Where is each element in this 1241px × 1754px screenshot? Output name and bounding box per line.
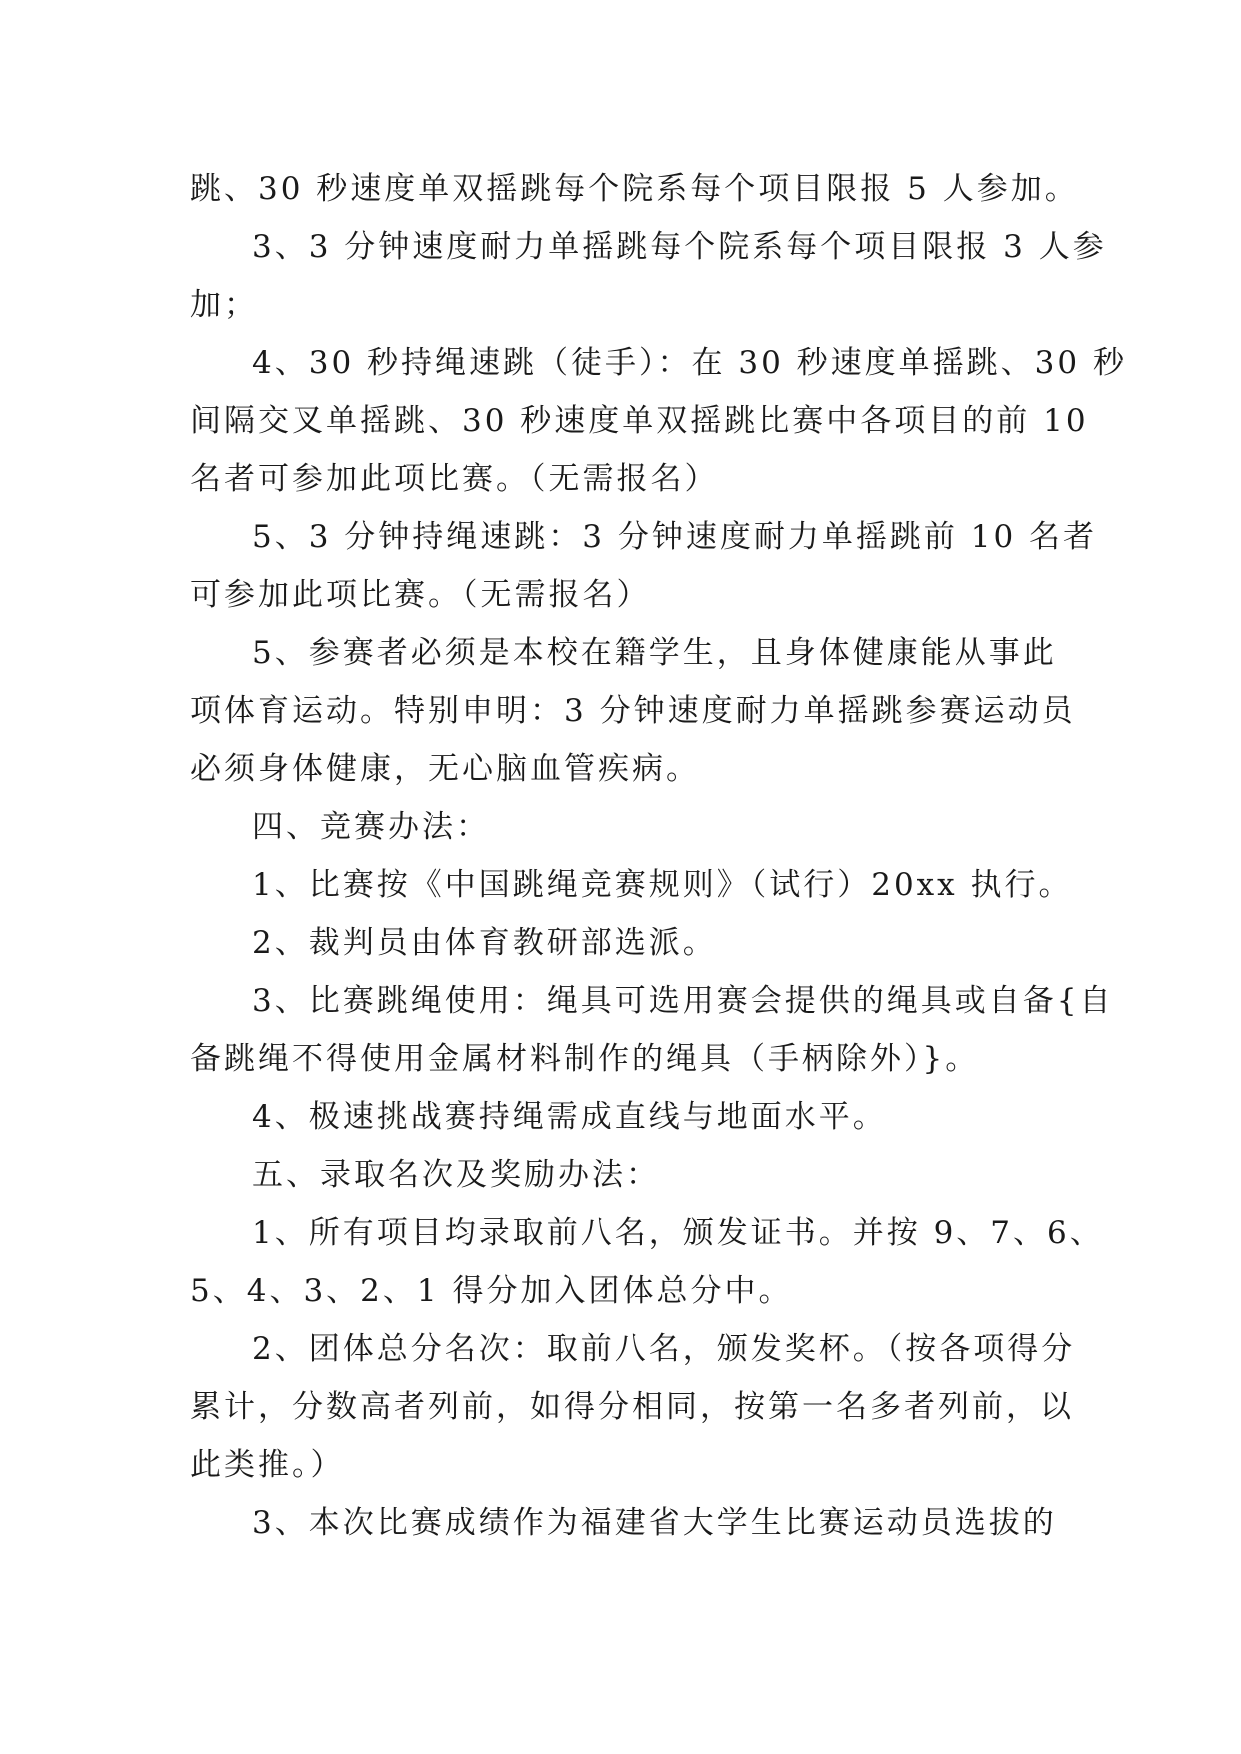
text-line: 必须身体健康，无心脑血管疾病。 (190, 751, 700, 787)
section-heading: 五、录取名次及奖励办法： (252, 1157, 660, 1193)
text-line: 项体育运动。特别申明：3 分钟速度耐力单摇跳参赛运动员 (190, 693, 1076, 729)
text-line: 备跳绳不得使用金属材料制作的绳具（手柄除外）}。 (190, 1041, 980, 1077)
text-line: 间隔交叉单摇跳、30 秒速度单双摇跳比赛中各项目的前 10 (190, 403, 1089, 439)
text-line: 累计，分数高者列前，如得分相同，按第一名多者列前，以 (190, 1389, 1074, 1425)
text-line: 跳、30 秒速度单双摇跳每个院系每个项目限报 5 人参加。 (190, 171, 1079, 207)
text-line: 2、团体总分名次：取前八名，颁发奖杯。（按各项得分 (252, 1331, 1076, 1367)
text-line: 1、所有项目均录取前八名，颁发证书。并按 9、7、6、 (252, 1215, 1104, 1251)
text-line: 加； (190, 287, 258, 323)
text-line: 名者可参加此项比赛。（无需报名） (190, 461, 719, 497)
section-heading: 四、竞赛办法： (252, 809, 490, 845)
text-line: 4、极速挑战赛持绳需成直线与地面水平。 (252, 1099, 887, 1135)
text-line: 2、裁判员由体育教研部选派。 (252, 925, 717, 961)
document-body (190, 160, 1127, 1552)
text-line: 3、3 分钟速度耐力单摇跳每个院系每个项目限报 3 人参 (252, 229, 1107, 265)
text-line: 此类推。） (190, 1447, 345, 1483)
text-line: 5、3 分钟持绳速跳：3 分钟速度耐力单摇跳前 10 名者 (252, 519, 1098, 555)
text-line: 1、比赛按《中国跳绳竞赛规则》（试行）20xx 执行。 (252, 867, 1073, 903)
text-line: 5、参赛者必须是本校在籍学生，且身体健康能从事此 (252, 635, 1057, 671)
text-line: 5、4、3、2、1 得分加入团体总分中。 (190, 1273, 793, 1309)
text-line: 3、本次比赛成绩作为福建省大学生比赛运动员选拔的 (252, 1505, 1057, 1541)
text-line: 3、比赛跳绳使用：绳具可选用赛会提供的绳具或自备{自 (252, 983, 1114, 1019)
text-line: 4、30 秒持绳速跳（徒手）：在 30 秒速度单摇跳、30 秒 (252, 345, 1127, 381)
text-line: 可参加此项比赛。（无需报名） (190, 577, 651, 613)
